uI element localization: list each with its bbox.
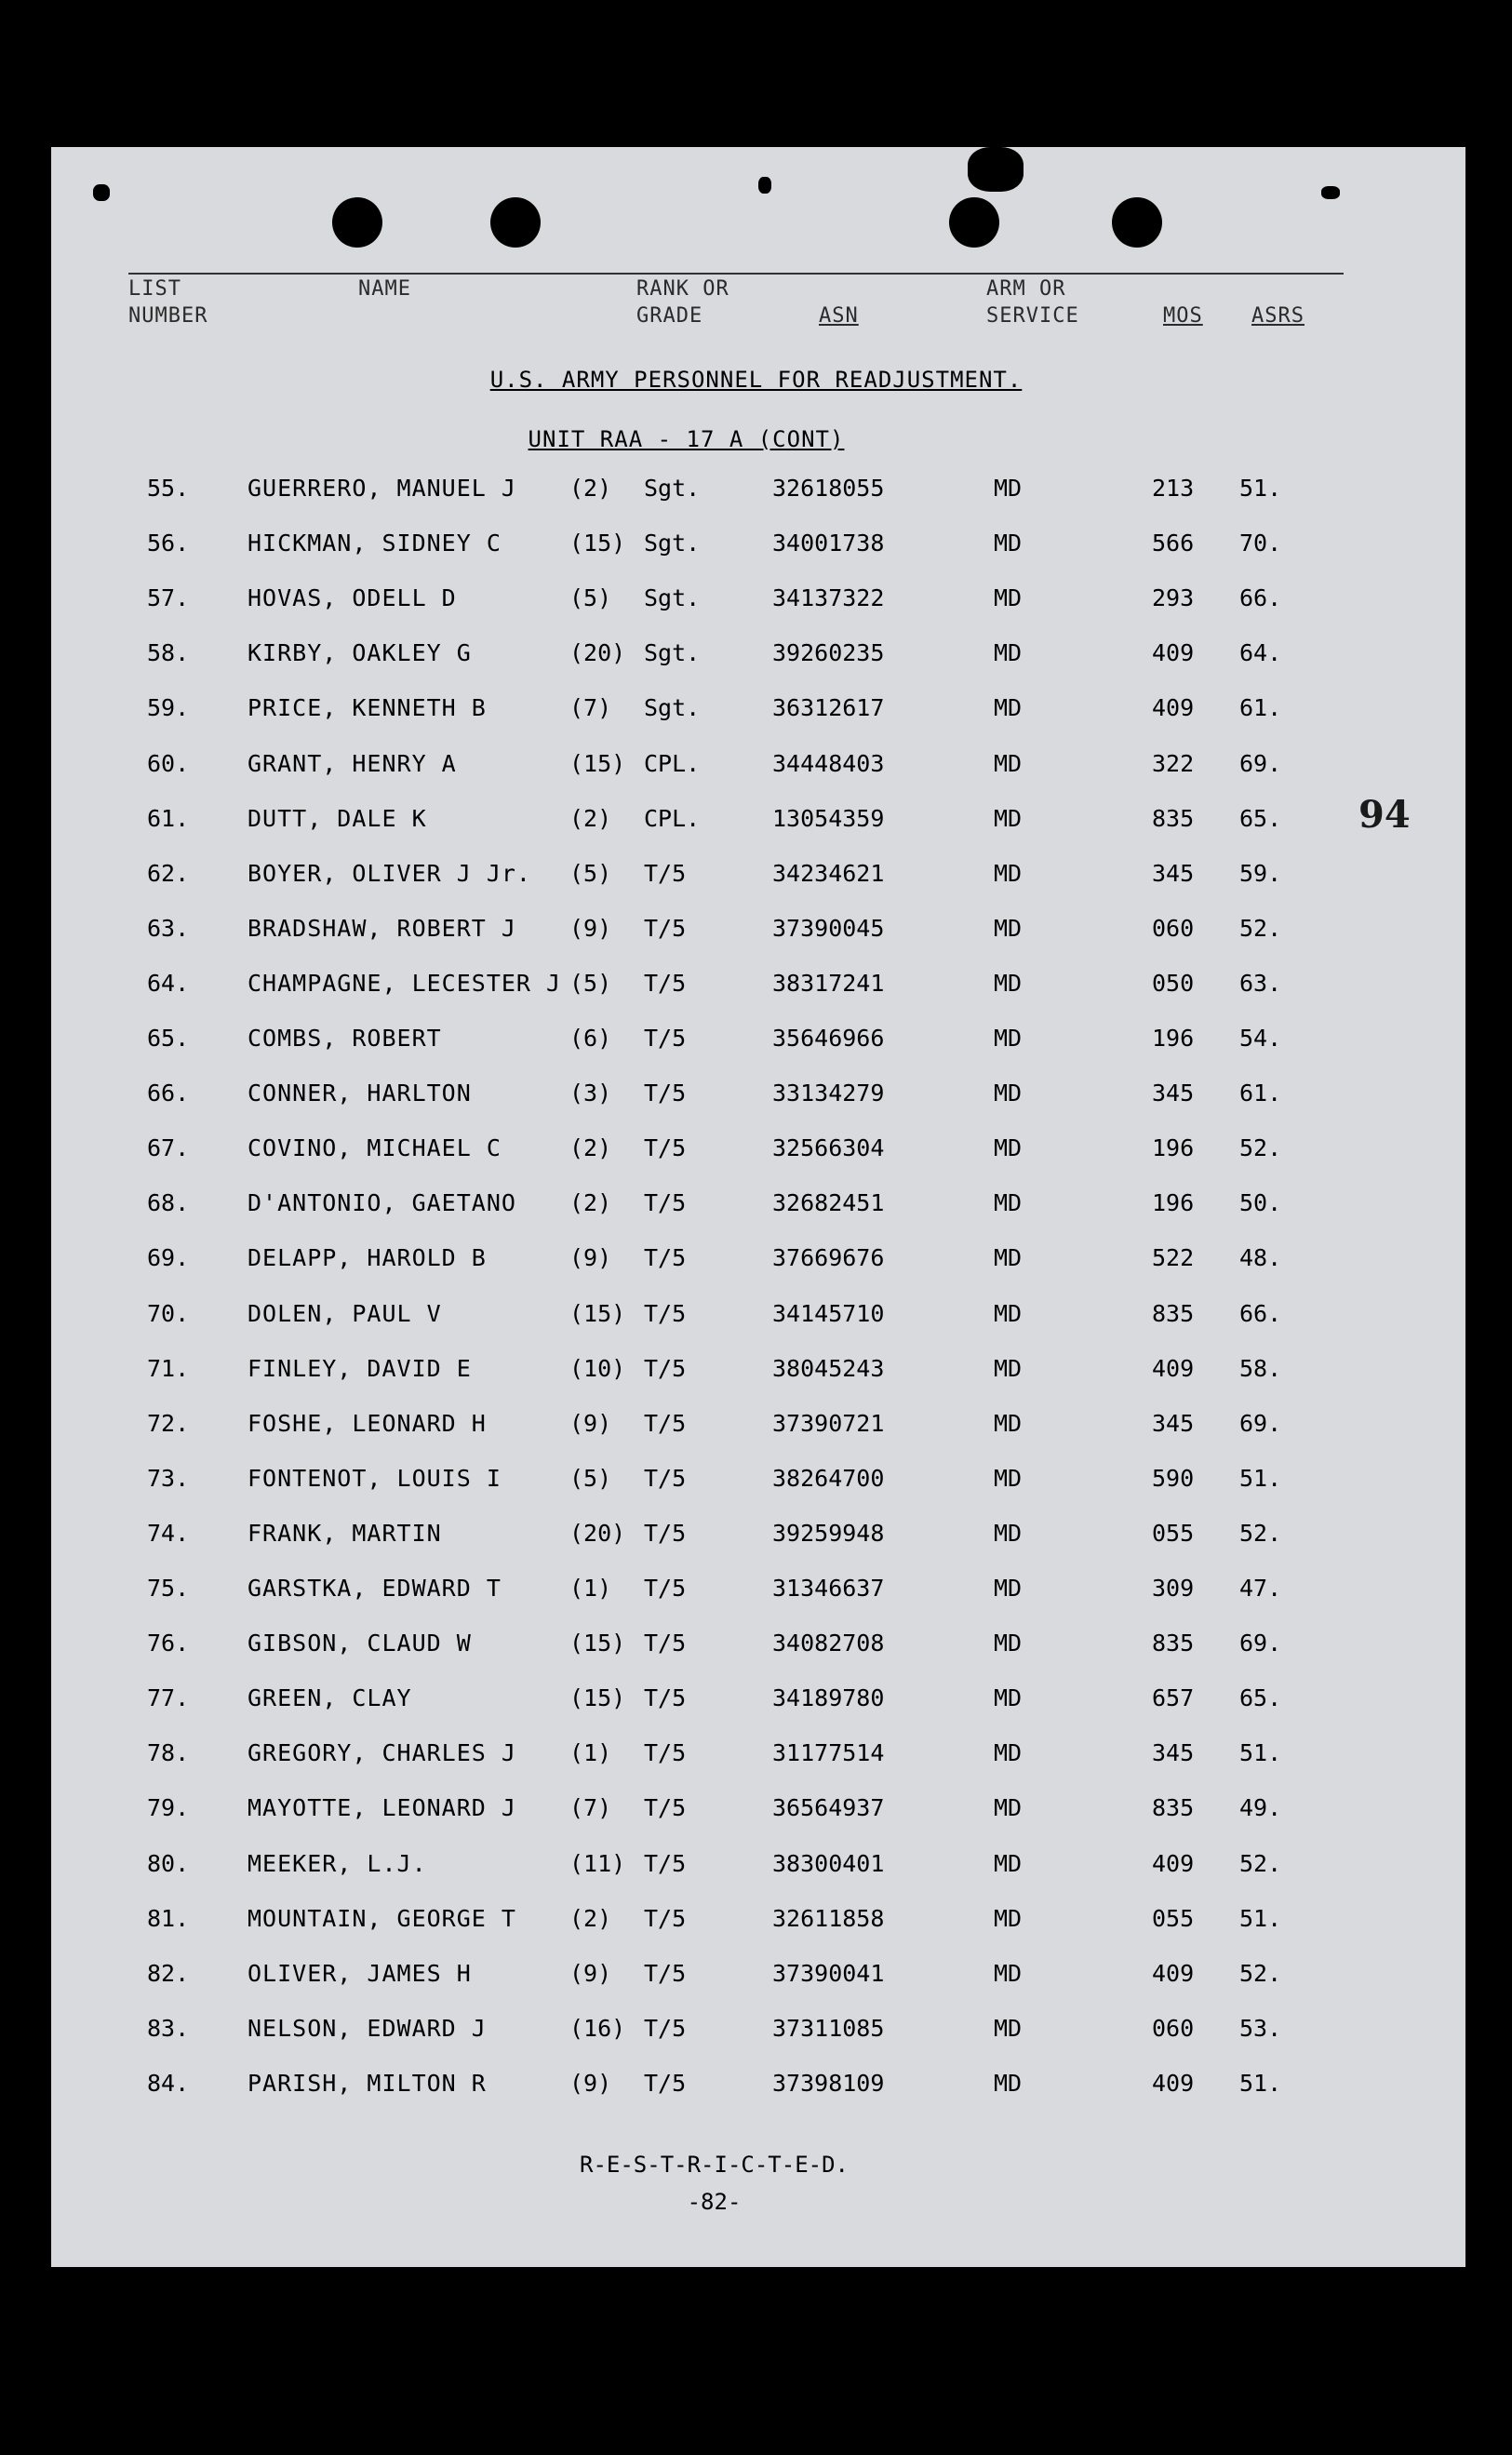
cell-num: 55. xyxy=(147,475,190,502)
cell-grade: T/5 xyxy=(644,1684,687,1711)
cell-asn: 38300401 xyxy=(772,1850,885,1877)
cell-asrs: 65. xyxy=(1239,805,1282,832)
cell-grade: T/5 xyxy=(644,1025,687,1052)
cell-grade: T/5 xyxy=(644,1960,687,1987)
cell-asrs: 52. xyxy=(1239,1520,1282,1547)
cell-arm: MD xyxy=(994,1244,1023,1271)
cell-rank: (2) xyxy=(569,1905,612,1932)
cell-arm: MD xyxy=(994,1080,1023,1107)
cell-arm: MD xyxy=(994,1684,1023,1711)
cell-mos: 322 xyxy=(1152,750,1195,777)
cell-name: DOLEN, PAUL V xyxy=(248,1300,442,1327)
cell-arm: MD xyxy=(994,750,1023,777)
cell-rank: (7) xyxy=(569,694,612,721)
cell-rank: (15) xyxy=(569,1300,626,1327)
cell-rank: (9) xyxy=(569,1410,612,1437)
cell-arm: MD xyxy=(994,1300,1023,1327)
cell-name: D'ANTONIO, GAETANO xyxy=(248,1189,516,1216)
cell-asn: 37390721 xyxy=(772,1410,885,1437)
table-row xyxy=(0,694,1512,731)
cell-name: MEEKER, L.J. xyxy=(248,1850,427,1877)
cell-arm: MD xyxy=(994,970,1023,997)
cell-num: 65. xyxy=(147,1025,190,1052)
cell-arm: MD xyxy=(994,1189,1023,1216)
cell-arm: MD xyxy=(994,1794,1023,1821)
cell-grade: T/5 xyxy=(644,1850,687,1877)
cell-mos: 409 xyxy=(1152,694,1195,721)
table-row xyxy=(0,2015,1512,2052)
cell-asrs: 59. xyxy=(1239,860,1282,887)
cell-name: NELSON, EDWARD J xyxy=(248,2015,487,2042)
cell-asn: 31177514 xyxy=(772,1739,885,1766)
table-row xyxy=(0,1080,1512,1117)
table-row xyxy=(0,970,1512,1007)
cell-asrs: 58. xyxy=(1239,1355,1282,1382)
cell-asn: 37669676 xyxy=(772,1244,885,1271)
cell-asrs: 52. xyxy=(1239,1134,1282,1161)
cell-num: 66. xyxy=(147,1080,190,1107)
cell-num: 78. xyxy=(147,1739,190,1766)
cell-mos: 409 xyxy=(1152,2070,1195,2097)
cell-asn: 34145710 xyxy=(772,1300,885,1327)
restricted-footer: R-E-S-T-R-I-C-T-E-D. xyxy=(580,2152,849,2178)
cell-asrs: 64. xyxy=(1239,639,1282,666)
cell-arm: MD xyxy=(994,639,1023,666)
table-row xyxy=(0,805,1512,842)
cell-num: 80. xyxy=(147,1850,190,1877)
cell-name: BOYER, OLIVER J Jr. xyxy=(248,860,531,887)
cell-rank: (2) xyxy=(569,1189,612,1216)
cell-arm: MD xyxy=(994,1134,1023,1161)
table-row xyxy=(0,1465,1512,1502)
cell-arm: MD xyxy=(994,915,1023,942)
table-row xyxy=(0,2070,1512,2107)
cell-mos: 055 xyxy=(1152,1905,1195,1932)
cell-asn: 39259948 xyxy=(772,1520,885,1547)
cell-name: BRADSHAW, ROBERT J xyxy=(248,915,516,942)
cell-arm: MD xyxy=(994,530,1023,557)
cell-name: CONNER, HARLTON xyxy=(248,1080,472,1107)
cell-arm: MD xyxy=(994,584,1023,611)
cell-num: 69. xyxy=(147,1244,190,1271)
cell-mos: 835 xyxy=(1152,805,1195,832)
cell-grade: T/5 xyxy=(644,1739,687,1766)
cell-asrs: 61. xyxy=(1239,694,1282,721)
header-rule xyxy=(128,273,1344,275)
cell-grade: T/5 xyxy=(644,915,687,942)
unit-heading: UNIT RAA - 17 A (CONT) xyxy=(528,426,845,452)
cell-num: 57. xyxy=(147,584,190,611)
cell-grade: T/5 xyxy=(644,860,687,887)
cell-arm: MD xyxy=(994,1739,1023,1766)
cell-grade: T/5 xyxy=(644,1355,687,1382)
cell-mos: 345 xyxy=(1152,860,1195,887)
header-list-number: LIST NUMBER xyxy=(128,277,208,328)
ink-blot xyxy=(758,177,771,194)
cell-arm: MD xyxy=(994,1465,1023,1492)
cell-grade: T/5 xyxy=(644,1300,687,1327)
cell-name: FOSHE, LEONARD H xyxy=(248,1410,487,1437)
punch-hole-right-b xyxy=(1112,197,1162,248)
cell-arm: MD xyxy=(994,1905,1023,1932)
cell-arm: MD xyxy=(994,1520,1023,1547)
cell-arm: MD xyxy=(994,2015,1023,2042)
cell-name: DELAPP, HAROLD B xyxy=(248,1244,487,1271)
table-row xyxy=(0,1410,1512,1447)
punch-hole-left xyxy=(332,197,382,248)
table-row xyxy=(0,1794,1512,1831)
header-rank-grade: RANK OR GRADE xyxy=(636,277,729,328)
cell-num: 75. xyxy=(147,1575,190,1602)
cell-rank: (1) xyxy=(569,1575,612,1602)
cell-mos: 657 xyxy=(1152,1684,1195,1711)
cell-name: GREEN, CLAY xyxy=(248,1684,412,1711)
cell-asrs: 49. xyxy=(1239,1794,1282,1821)
cell-asrs: 65. xyxy=(1239,1684,1282,1711)
cell-asrs: 48. xyxy=(1239,1244,1282,1271)
table-row xyxy=(0,1355,1512,1392)
cell-rank: (11) xyxy=(569,1850,626,1877)
cell-grade: T/5 xyxy=(644,1575,687,1602)
cell-num: 62. xyxy=(147,860,190,887)
cell-grade: T/5 xyxy=(644,1794,687,1821)
cell-asrs: 69. xyxy=(1239,1630,1282,1657)
cell-grade: T/5 xyxy=(644,970,687,997)
cell-asn: 32682451 xyxy=(772,1189,885,1216)
cell-grade: T/5 xyxy=(644,1520,687,1547)
table-row xyxy=(0,530,1512,567)
table-row xyxy=(0,1960,1512,1997)
cell-asn: 34137322 xyxy=(772,584,885,611)
cell-asrs: 52. xyxy=(1239,1960,1282,1987)
cell-asn: 38045243 xyxy=(772,1355,885,1382)
cell-num: 83. xyxy=(147,2015,190,2042)
cell-num: 61. xyxy=(147,805,190,832)
cell-rank: (6) xyxy=(569,1025,612,1052)
cell-mos: 345 xyxy=(1152,1080,1195,1107)
cell-mos: 835 xyxy=(1152,1794,1195,1821)
punch-hole-right-a xyxy=(949,197,999,248)
cell-mos: 050 xyxy=(1152,970,1195,997)
cell-num: 71. xyxy=(147,1355,190,1382)
cell-num: 76. xyxy=(147,1630,190,1657)
cell-asn: 35646966 xyxy=(772,1025,885,1052)
cell-name: GRANT, HENRY A xyxy=(248,750,457,777)
cell-asrs: 51. xyxy=(1239,1905,1282,1932)
table-row xyxy=(0,475,1512,512)
cell-name: GIBSON, CLAUD W xyxy=(248,1630,472,1657)
cell-num: 64. xyxy=(147,970,190,997)
cell-arm: MD xyxy=(994,1960,1023,1987)
header-name: NAME xyxy=(358,277,411,301)
cell-arm: MD xyxy=(994,694,1023,721)
page-title: U.S. ARMY PERSONNEL FOR READJUSTMENT. xyxy=(489,367,1023,393)
cell-name: OLIVER, JAMES H xyxy=(248,1960,472,1987)
cell-mos: 309 xyxy=(1152,1575,1195,1602)
cell-arm: MD xyxy=(994,1630,1023,1657)
cell-name: FINLEY, DAVID E xyxy=(248,1355,472,1382)
cell-grade: T/5 xyxy=(644,1410,687,1437)
cell-grade: Sgt. xyxy=(644,584,701,611)
cell-rank: (9) xyxy=(569,1960,612,1987)
cell-mos: 213 xyxy=(1152,475,1195,502)
cell-asrs: 51. xyxy=(1239,1465,1282,1492)
cell-grade: T/5 xyxy=(644,2070,687,2097)
cell-asn: 34082708 xyxy=(772,1630,885,1657)
table-row xyxy=(0,1025,1512,1062)
cell-asrs: 51. xyxy=(1239,2070,1282,2097)
cell-asn: 37390045 xyxy=(772,915,885,942)
cell-asrs: 52. xyxy=(1239,1850,1282,1877)
cell-name: DUTT, DALE K xyxy=(248,805,427,832)
cell-rank: (15) xyxy=(569,530,626,557)
cell-name: PRICE, KENNETH B xyxy=(248,694,487,721)
cell-grade: T/5 xyxy=(644,1465,687,1492)
cell-rank: (20) xyxy=(569,639,626,666)
cell-asrs: 70. xyxy=(1239,530,1282,557)
cell-arm: MD xyxy=(994,805,1023,832)
cell-num: 63. xyxy=(147,915,190,942)
ink-blot xyxy=(968,147,1024,192)
cell-rank: (3) xyxy=(569,1080,612,1107)
cell-mos: 196 xyxy=(1152,1189,1195,1216)
cell-rank: (15) xyxy=(569,750,626,777)
cell-asn: 37390041 xyxy=(772,1960,885,1987)
cell-rank: (10) xyxy=(569,1355,626,1382)
cell-num: 82. xyxy=(147,1960,190,1987)
cell-mos: 293 xyxy=(1152,584,1195,611)
table-row xyxy=(0,1850,1512,1887)
cell-asrs: 51. xyxy=(1239,1739,1282,1766)
cell-arm: MD xyxy=(994,1850,1023,1877)
cell-arm: MD xyxy=(994,860,1023,887)
cell-arm: MD xyxy=(994,2070,1023,2097)
cell-grade: T/5 xyxy=(644,1134,687,1161)
table-row xyxy=(0,1684,1512,1722)
cell-rank: (1) xyxy=(569,1739,612,1766)
cell-asn: 34189780 xyxy=(772,1684,885,1711)
cell-name: COVINO, MICHAEL C xyxy=(248,1134,502,1161)
cell-mos: 060 xyxy=(1152,915,1195,942)
cell-rank: (16) xyxy=(569,2015,626,2042)
ink-blot xyxy=(93,184,110,201)
cell-arm: MD xyxy=(994,475,1023,502)
cell-mos: 590 xyxy=(1152,1465,1195,1492)
cell-num: 59. xyxy=(147,694,190,721)
cell-name: MOUNTAIN, GEORGE T xyxy=(248,1905,516,1932)
cell-num: 81. xyxy=(147,1905,190,1932)
cell-name: FRANK, MARTIN xyxy=(248,1520,442,1547)
cell-mos: 060 xyxy=(1152,2015,1195,2042)
table-row xyxy=(0,639,1512,677)
cell-num: 60. xyxy=(147,750,190,777)
header-asrs: ASRS xyxy=(1251,304,1305,328)
cell-mos: 196 xyxy=(1152,1025,1195,1052)
cell-asrs: 52. xyxy=(1239,915,1282,942)
cell-rank: (5) xyxy=(569,860,612,887)
cell-asn: 36564937 xyxy=(772,1794,885,1821)
cell-mos: 835 xyxy=(1152,1630,1195,1657)
cell-mos: 409 xyxy=(1152,639,1195,666)
cell-num: 58. xyxy=(147,639,190,666)
cell-arm: MD xyxy=(994,1025,1023,1052)
cell-grade: Sgt. xyxy=(644,694,701,721)
cell-name: GARSTKA, EDWARD T xyxy=(248,1575,502,1602)
cell-asn: 33134279 xyxy=(772,1080,885,1107)
cell-grade: Sgt. xyxy=(644,530,701,557)
cell-asn: 36312617 xyxy=(772,694,885,721)
cell-asrs: 69. xyxy=(1239,1410,1282,1437)
cell-rank: (5) xyxy=(569,1465,612,1492)
cell-name: COMBS, ROBERT xyxy=(248,1025,442,1052)
cell-asn: 31346637 xyxy=(772,1575,885,1602)
cell-num: 56. xyxy=(147,530,190,557)
cell-arm: MD xyxy=(994,1355,1023,1382)
cell-asn: 39260235 xyxy=(772,639,885,666)
cell-mos: 566 xyxy=(1152,530,1195,557)
cell-asrs: 66. xyxy=(1239,1300,1282,1327)
page-number: -82- xyxy=(687,2189,742,2215)
cell-grade: Sgt. xyxy=(644,639,701,666)
cell-rank: (2) xyxy=(569,1134,612,1161)
cell-asrs: 63. xyxy=(1239,970,1282,997)
table-row xyxy=(0,1575,1512,1612)
cell-arm: MD xyxy=(994,1575,1023,1602)
cell-grade: T/5 xyxy=(644,1189,687,1216)
table-row xyxy=(0,1520,1512,1557)
cell-name: KIRBY, OAKLEY G xyxy=(248,639,472,666)
cell-rank: (20) xyxy=(569,1520,626,1547)
cell-rank: (5) xyxy=(569,584,612,611)
cell-grade: Sgt. xyxy=(644,475,701,502)
cell-name: GREGORY, CHARLES J xyxy=(248,1739,516,1766)
cell-asrs: 53. xyxy=(1239,2015,1282,2042)
cell-name: HOVAS, ODELL D xyxy=(248,584,457,611)
cell-num: 84. xyxy=(147,2070,190,2097)
cell-mos: 055 xyxy=(1152,1520,1195,1547)
cell-num: 67. xyxy=(147,1134,190,1161)
ink-blot xyxy=(1321,186,1340,199)
cell-asrs: 51. xyxy=(1239,475,1282,502)
cell-rank: (5) xyxy=(569,970,612,997)
table-row xyxy=(0,584,1512,622)
cell-mos: 409 xyxy=(1152,1960,1195,1987)
cell-num: 70. xyxy=(147,1300,190,1327)
cell-rank: (15) xyxy=(569,1684,626,1711)
margin-note: 94 xyxy=(1358,793,1411,837)
table-row xyxy=(0,1905,1512,1942)
cell-asrs: 66. xyxy=(1239,584,1282,611)
table-row xyxy=(0,860,1512,897)
header-asn: ASN xyxy=(819,304,859,328)
cell-asn: 13054359 xyxy=(772,805,885,832)
cell-asn: 32611858 xyxy=(772,1905,885,1932)
cell-mos: 409 xyxy=(1152,1355,1195,1382)
cell-grade: T/5 xyxy=(644,1080,687,1107)
cell-name: FONTENOT, LOUIS I xyxy=(248,1465,502,1492)
cell-asrs: 47. xyxy=(1239,1575,1282,1602)
cell-name: PARISH, MILTON R xyxy=(248,2070,487,2097)
cell-grade: T/5 xyxy=(644,2015,687,2042)
cell-asn: 38317241 xyxy=(772,970,885,997)
cell-asn: 34448403 xyxy=(772,750,885,777)
cell-asrs: 54. xyxy=(1239,1025,1282,1052)
cell-rank: (9) xyxy=(569,2070,612,2097)
cell-rank: (7) xyxy=(569,1794,612,1821)
table-row xyxy=(0,915,1512,952)
cell-asrs: 61. xyxy=(1239,1080,1282,1107)
cell-mos: 345 xyxy=(1152,1410,1195,1437)
cell-rank: (2) xyxy=(569,475,612,502)
punch-hole-middle xyxy=(490,197,541,248)
cell-grade: CPL. xyxy=(644,805,701,832)
cell-rank: (9) xyxy=(569,915,612,942)
cell-name: CHAMPAGNE, LECESTER J xyxy=(248,970,562,997)
cell-mos: 345 xyxy=(1152,1739,1195,1766)
cell-name: MAYOTTE, LEONARD J xyxy=(248,1794,516,1821)
cell-asn: 32566304 xyxy=(772,1134,885,1161)
cell-num: 79. xyxy=(147,1794,190,1821)
cell-mos: 835 xyxy=(1152,1300,1195,1327)
cell-rank: (2) xyxy=(569,805,612,832)
table-row xyxy=(0,750,1512,787)
cell-rank: (15) xyxy=(569,1630,626,1657)
cell-arm: MD xyxy=(994,1410,1023,1437)
cell-asn: 34234621 xyxy=(772,860,885,887)
cell-asn: 38264700 xyxy=(772,1465,885,1492)
header-arm-service: ARM OR SERVICE xyxy=(986,277,1079,328)
cell-grade: T/5 xyxy=(644,1905,687,1932)
cell-asrs: 69. xyxy=(1239,750,1282,777)
table-row xyxy=(0,1739,1512,1777)
cell-name: GUERRERO, MANUEL J xyxy=(248,475,516,502)
table-row xyxy=(0,1244,1512,1281)
cell-asrs: 50. xyxy=(1239,1189,1282,1216)
cell-grade: T/5 xyxy=(644,1630,687,1657)
cell-asn: 37311085 xyxy=(772,2015,885,2042)
cell-num: 74. xyxy=(147,1520,190,1547)
cell-num: 73. xyxy=(147,1465,190,1492)
table-row xyxy=(0,1300,1512,1337)
cell-num: 72. xyxy=(147,1410,190,1437)
table-row xyxy=(0,1134,1512,1172)
cell-mos: 522 xyxy=(1152,1244,1195,1271)
cell-grade: T/5 xyxy=(644,1244,687,1271)
cell-num: 77. xyxy=(147,1684,190,1711)
cell-mos: 409 xyxy=(1152,1850,1195,1877)
cell-rank: (9) xyxy=(569,1244,612,1271)
table-row xyxy=(0,1630,1512,1667)
cell-asn: 34001738 xyxy=(772,530,885,557)
cell-grade: CPL. xyxy=(644,750,701,777)
header-mos: MOS xyxy=(1163,304,1203,328)
cell-name: HICKMAN, SIDNEY C xyxy=(248,530,502,557)
cell-mos: 196 xyxy=(1152,1134,1195,1161)
table-row xyxy=(0,1189,1512,1227)
cell-asn: 32618055 xyxy=(772,475,885,502)
cell-asn: 37398109 xyxy=(772,2070,885,2097)
cell-num: 68. xyxy=(147,1189,190,1216)
